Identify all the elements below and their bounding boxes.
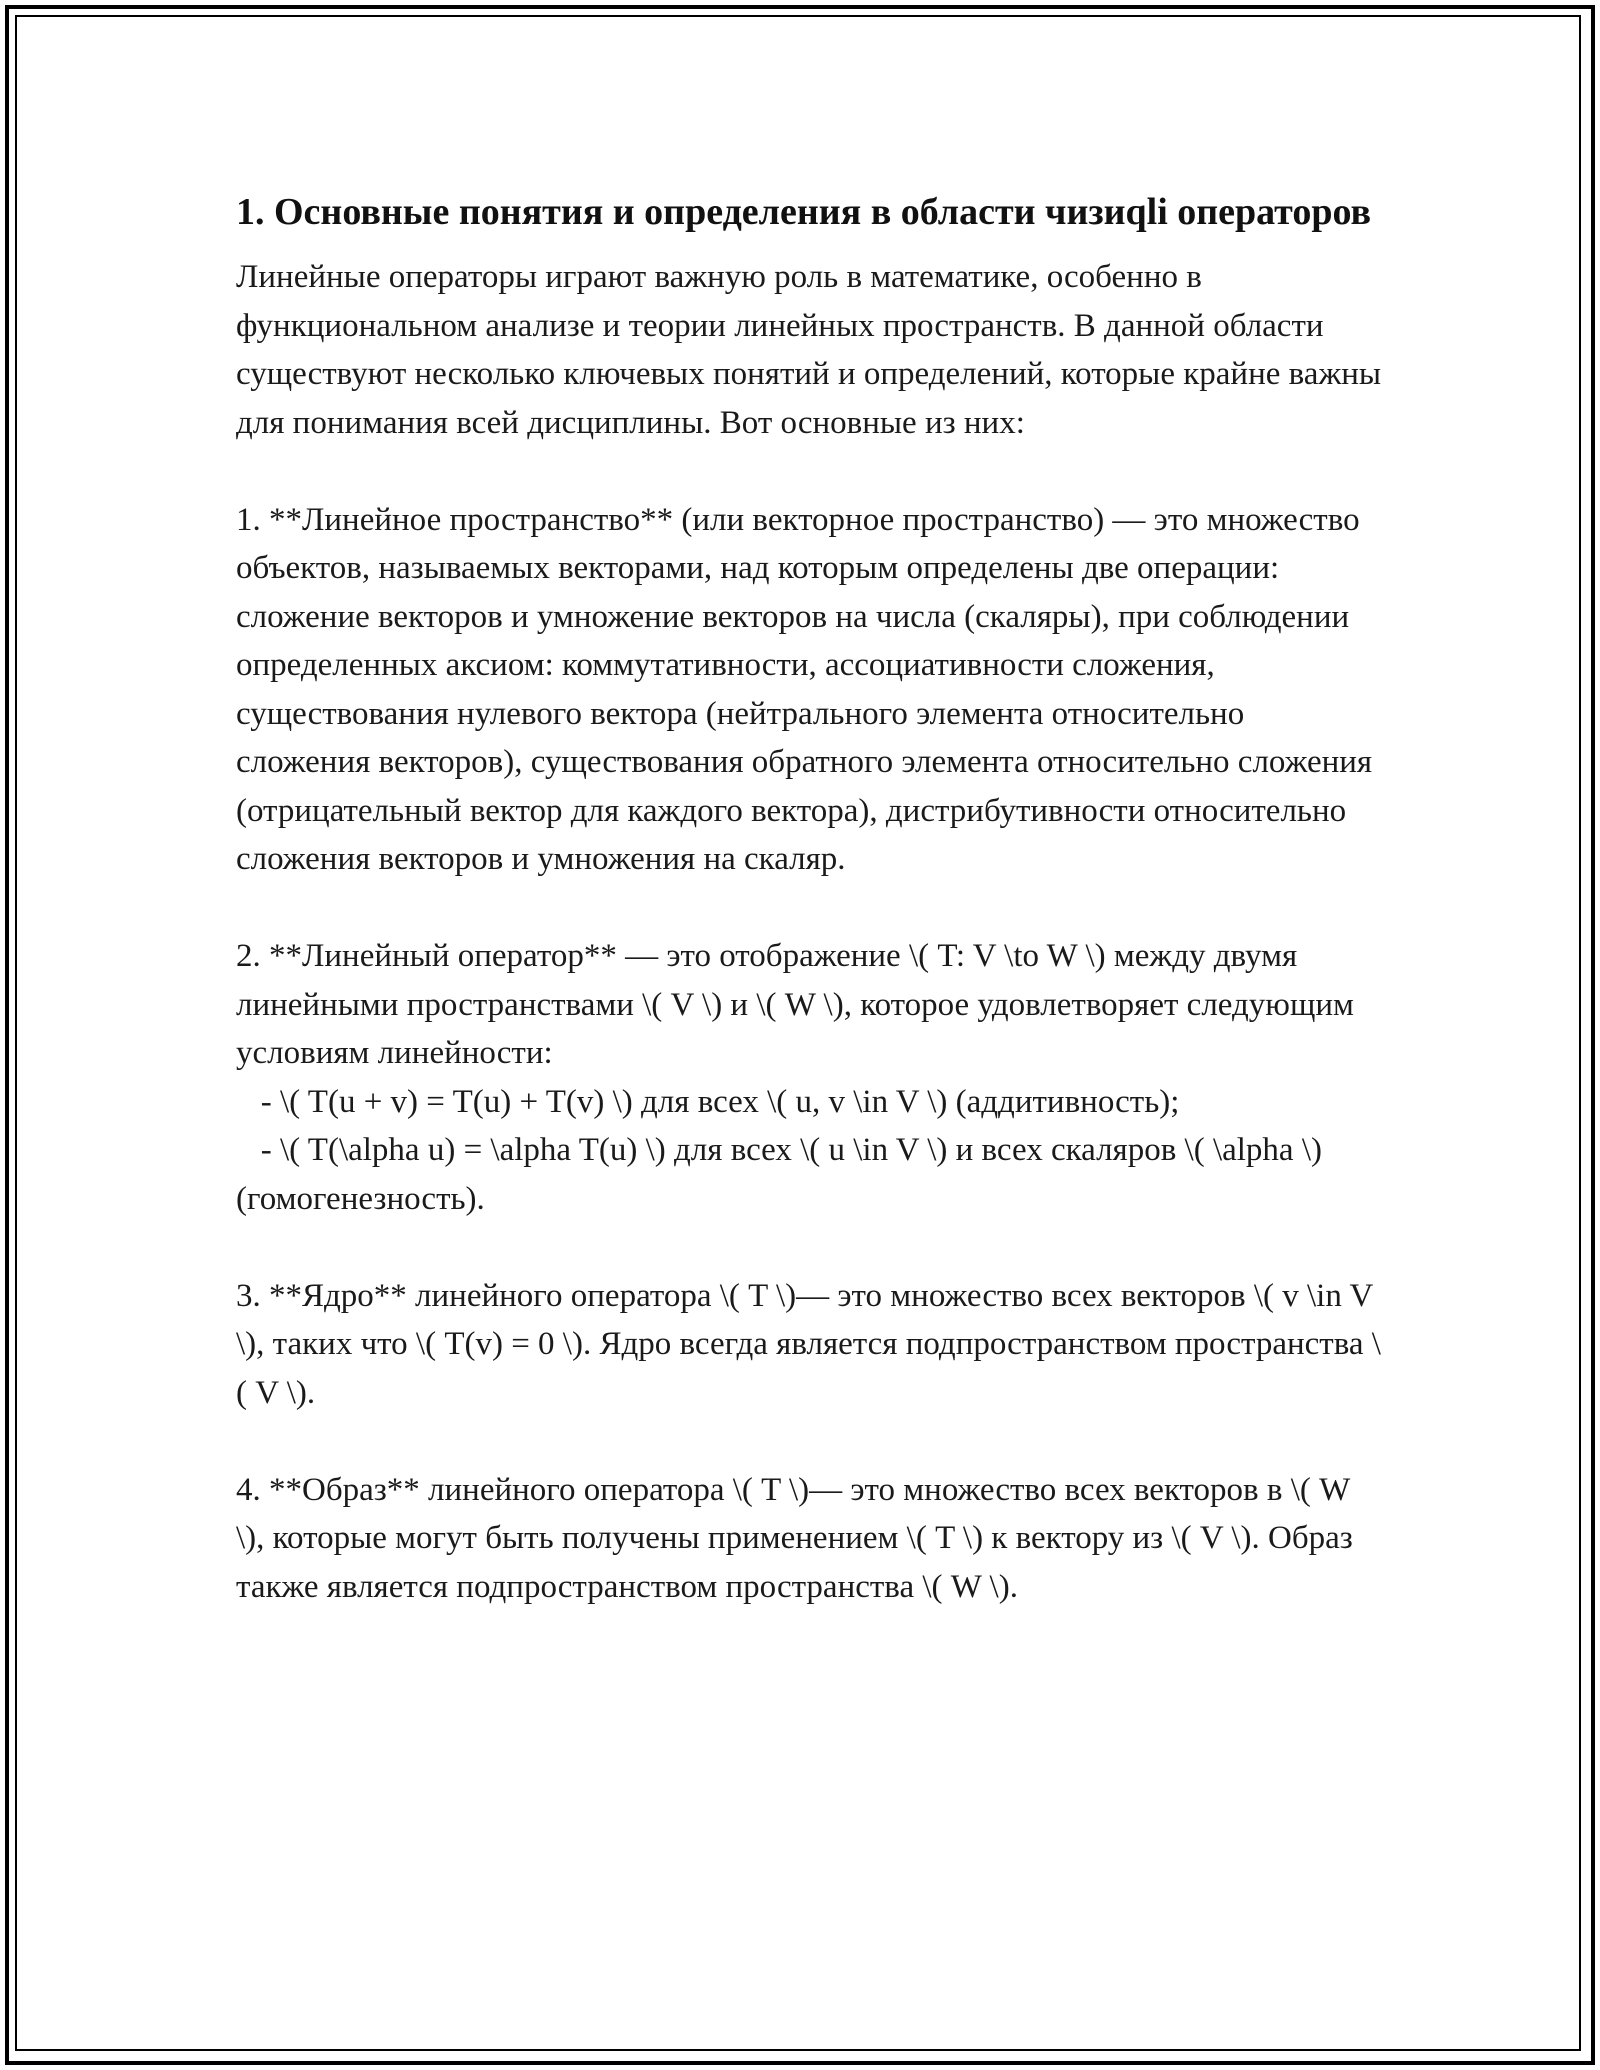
document-body <box>236 185 1390 1611</box>
definition-linear-operator: 2. **Линейный оператор** — это отображение \( T: V \to W \) между двумя линейными пространствами \( V \) и \( W \), которое удовлетворяет следующим условиям линейности: <box>236 938 1363 1071</box>
paragraph-gap <box>236 884 1386 933</box>
paragraph-gap <box>236 447 1386 496</box>
additivity-condition: - \( T(u + v) = T(u) + T(v) \) для всех \( u, v \in V \) (аддитивность); <box>236 1083 1180 1120</box>
definition-kernel: 3. **Ядро** линейного оператора \( T \)— это множество всех векторов \( v \in V \), таких что \( T(v) = 0 \). Ядро всегда является подпространством пространства \( V \). <box>236 1277 1381 1411</box>
intro-paragraph: Линейные операторы играют важную роль в математике, особенно в функциональном анализе и теории линейных пространств. В данной области существуют несколько ключевых понятий и определений, которые крайне важны для понимания всей дисциплины. Вот основные из них: <box>236 259 1390 441</box>
paragraph-gap <box>236 1223 1386 1272</box>
paragraph-gap <box>236 1417 1386 1466</box>
definition-image: 4. **Образ** линейного оператора \( T \)— это множество всех векторов в \( W \), которые могут быть получены применением \( T \) к вектору из \( V \). Образ также является подпространством пространства \( W \). <box>236 1471 1362 1605</box>
section-title: 1. Основные понятия и определения в области чизиqli операторов <box>236 191 1372 233</box>
definition-linear-space: 1. **Линейное пространство** (или векторное пространство) — это множество объектов, называемых векторами, над которым определены две операции: сложение векторов и умножение векторов на числа (скаляры), при соблюдении определенных аксиом: коммутативности, ассоциативности сложения, существования нулевого вектора (нейтрального элемента относительно сложения векторов), существования обратного элемента относительно сложения (отрицательный вектор для каждого вектора), дистрибутивности относительно сложения векторов и умножения на скаляр. <box>236 501 1381 877</box>
homogeneity-condition: - \( T(\alpha u) = \alpha T(u) \) для всех \( u \in V \) и всех скаляров \( \alpha \) (гомогенезность). <box>236 1132 1331 1217</box>
